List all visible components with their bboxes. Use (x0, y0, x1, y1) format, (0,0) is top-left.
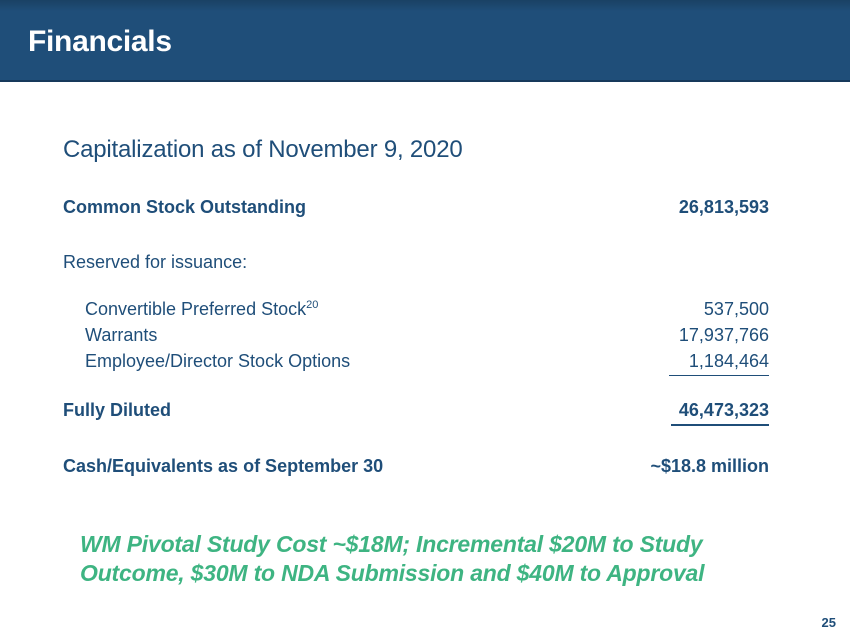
callout-line-1: WM Pivotal Study Cost ~$18M; Incremental $20M to Study (80, 531, 703, 557)
row-label: Fully Diluted (63, 400, 171, 420)
slide-title: Financials (28, 25, 172, 58)
row-value: 537,500 (703, 299, 769, 319)
capitalization-heading: Capitalization as of November 9, 2020 (63, 136, 463, 163)
page-number: 25 (821, 615, 836, 630)
row-value: 26,813,593 (678, 197, 769, 217)
table-row-stock-options (63, 348, 769, 376)
row-value-subtotal-underlined: 1,184,464 (669, 348, 769, 376)
study-cost-callout (80, 530, 769, 588)
row-value-total-underlined: 46,473,323 (671, 397, 769, 426)
row-value: 17,937,766 (678, 325, 769, 345)
table-row-warrants (63, 322, 769, 348)
table-row-reserved-for-issuance (63, 249, 769, 275)
row-label: Warrants (85, 325, 158, 345)
slide-content (0, 82, 850, 588)
table-row-cash-equivalents (63, 453, 769, 479)
row-value: ~$18.8 million (650, 456, 769, 476)
table-row-fully-diluted (63, 397, 769, 426)
callout-line-2: Outcome, $30M to NDA Submission and $40M to Approval (80, 560, 705, 586)
table-row-common-stock (63, 194, 769, 220)
row-label: Reserved for issuance: (63, 252, 248, 272)
row-label: Employee/Director Stock Options (85, 351, 351, 371)
row-label (85, 296, 318, 322)
slide-header (0, 0, 850, 82)
table-row-convertible-preferred (63, 296, 769, 322)
footnote-reference: 20 (306, 299, 319, 311)
row-label-text: Convertible Preferred Stock (85, 299, 307, 319)
row-label: Common Stock Outstanding (63, 197, 306, 217)
row-label: Cash/Equivalents as of September 30 (63, 456, 384, 476)
